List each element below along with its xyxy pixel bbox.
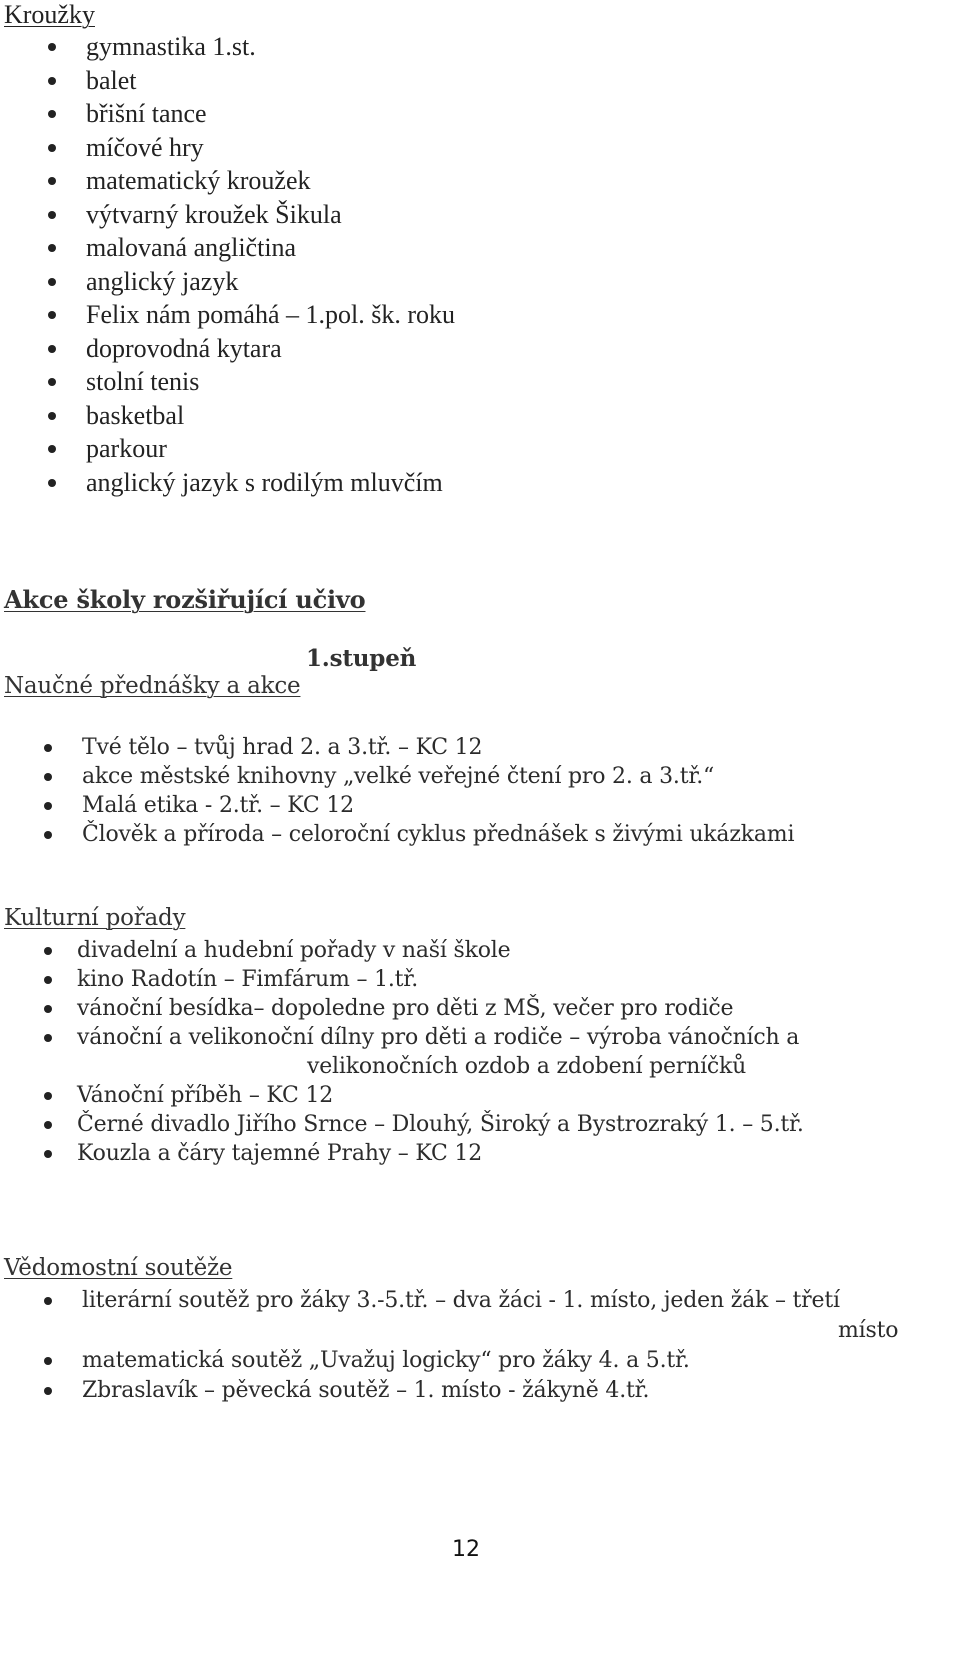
bullet-icon	[44, 773, 52, 781]
list-item-text: matematická soutěž „Uvažuj logicky“ pro žáky 4. a 5.tř.	[82, 1348, 690, 1373]
list-item	[0, 994, 804, 1023]
bullet-icon	[44, 831, 52, 839]
list-item	[0, 399, 455, 433]
list-item-text: Kouzla a čáry tajemné Prahy – KC 12	[77, 1141, 483, 1166]
list-item-text: anglický jazyk	[86, 266, 239, 296]
list-item-text: gymnastika 1.st.	[86, 32, 256, 61]
list-item-text: vánoční besídka– dopoledne pro děti z MŠ, večer pro rodiče	[77, 996, 734, 1021]
section-title-krouzky: Kroužky	[4, 0, 95, 29]
bullet-icon	[44, 1297, 52, 1305]
list-item	[0, 1376, 898, 1406]
list-item	[0, 198, 455, 232]
bullet-icon	[48, 445, 56, 453]
list-item-text: divadelní a hudební pořady v naší škole	[77, 938, 511, 963]
list-item-text: basketbal	[86, 400, 185, 430]
bullet-icon	[44, 1121, 52, 1129]
list-item	[0, 64, 455, 98]
bullet-icon	[44, 1092, 52, 1100]
bullet-icon	[48, 345, 56, 353]
list-item-text: výtvarný kroužek Šikula	[86, 199, 342, 229]
bullet-icon	[44, 947, 52, 955]
list-item-text: stolní tenis	[86, 367, 200, 396]
subsection-title-naucne: Naučné přednášky a akce	[4, 673, 301, 699]
list-item-text: Vánoční příběh – KC 12	[77, 1083, 334, 1108]
list-item	[0, 30, 455, 64]
list-item	[0, 1081, 804, 1110]
bullet-icon	[48, 378, 56, 386]
krouzky-list	[0, 30, 455, 499]
bullet-icon	[44, 744, 52, 752]
bullet-icon	[44, 1150, 52, 1158]
bullet-icon	[44, 1357, 52, 1365]
list-item	[0, 231, 455, 265]
bullet-icon	[48, 211, 56, 219]
bullet-icon	[48, 412, 56, 420]
list-item-text: parkour	[86, 434, 167, 463]
list-item-continuation: místo	[838, 1318, 899, 1343]
list-item	[0, 298, 455, 332]
list-item-text: Zbraslavík – pěvecká soutěž – 1. místo - žákyně 4.tř.	[82, 1378, 650, 1403]
list-item-text: Tvé tělo – tvůj hrad 2. a 3.tř. – KC 12	[82, 735, 483, 760]
section-title-vedomostni: Vědomostní soutěže	[4, 1255, 233, 1281]
list-item-text: Malá etika - 2.tř. – KC 12	[82, 793, 354, 818]
list-item-text: anglický jazyk s rodilým mluvčím	[86, 467, 443, 497]
list-item	[0, 791, 794, 820]
list-item	[0, 365, 455, 399]
list-item-text: břišní tance	[86, 99, 207, 128]
naucne-list	[0, 733, 794, 849]
list-item	[0, 332, 455, 366]
list-item-text: literární soutěž pro žáky 3.-5.tř. – dva žáci - 1. místo, jeden žák – třetí	[82, 1288, 840, 1313]
list-item-text: míčové hry	[86, 132, 204, 162]
bullet-icon	[48, 244, 56, 252]
list-item	[0, 466, 455, 500]
bullet-icon	[48, 43, 56, 51]
list-item	[0, 432, 455, 466]
bullet-icon	[48, 177, 56, 185]
list-item-text: matematický kroužek	[86, 166, 311, 195]
list-item	[0, 1139, 804, 1168]
bullet-icon	[44, 1387, 52, 1395]
list-item-text: balet	[86, 65, 137, 95]
list-item	[0, 131, 455, 165]
bullet-icon	[44, 1005, 52, 1013]
bullet-icon	[44, 1034, 52, 1042]
bullet-icon	[48, 311, 56, 319]
list-item	[0, 762, 794, 791]
list-item	[0, 965, 804, 994]
list-item-text: doprovodná kytara	[86, 333, 282, 363]
list-item-text: Felix nám pomáhá – 1.pol. šk. roku	[86, 300, 456, 329]
bullet-icon	[48, 479, 56, 487]
list-item-text: akce městské knihovny „velké veřejné čtení pro 2. a 3.tř.“	[82, 764, 715, 789]
list-item	[0, 936, 804, 965]
list-item-text: malovaná angličtina	[86, 233, 297, 262]
vedomostni-list	[0, 1286, 898, 1406]
list-item	[0, 1110, 804, 1139]
bullet-icon	[48, 110, 56, 118]
section-title-akce: Akce školy rozšiřující učivo	[4, 585, 366, 614]
bullet-icon	[44, 802, 52, 810]
list-item	[0, 265, 455, 299]
list-item-text: kino Radotín – Fimfárum – 1.tř.	[77, 967, 418, 992]
level-heading: 1.stupeň	[306, 645, 417, 672]
list-item-continuation: velikonočních ozdob a zdobení perníčků	[307, 1054, 747, 1079]
bullet-icon	[48, 278, 56, 286]
list-item	[0, 1023, 804, 1081]
list-item	[0, 1346, 898, 1376]
kultura-list	[0, 936, 804, 1168]
bullet-icon	[48, 144, 56, 152]
list-item	[0, 164, 455, 198]
list-item	[0, 820, 794, 849]
list-item-text: Člověk a příroda – celoroční cyklus přednášek s živými ukázkami	[82, 822, 795, 847]
list-item	[0, 1286, 898, 1346]
list-item-text: vánoční a velikonoční dílny pro děti a rodiče – výroba vánočních a	[77, 1025, 800, 1050]
bullet-icon	[48, 77, 56, 85]
list-item	[0, 733, 794, 762]
section-title-kultura: Kulturní pořady	[4, 905, 186, 931]
page-number: 12	[452, 1537, 480, 1562]
bullet-icon	[44, 976, 52, 984]
list-item-text: Černé divadlo Jiřího Srnce – Dlouhý, Široký a Bystrozraký 1. – 5.tř.	[77, 1112, 804, 1137]
list-item	[0, 97, 455, 131]
